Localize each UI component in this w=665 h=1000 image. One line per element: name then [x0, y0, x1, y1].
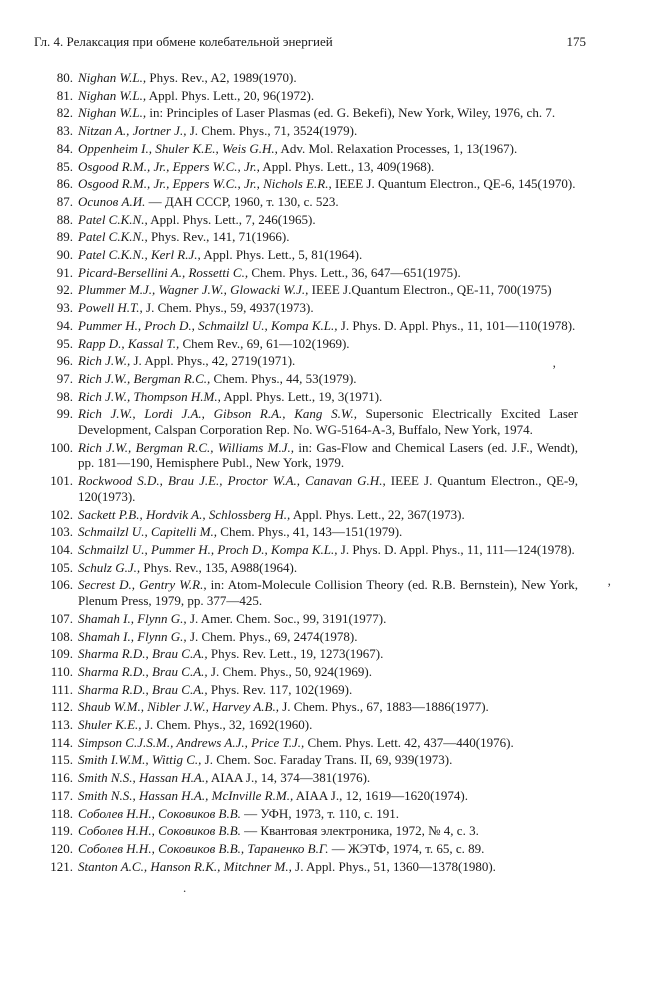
- reference-number: 100.: [50, 439, 73, 455]
- reference-number: 113.: [50, 717, 73, 733]
- reference-authors: Shamah I., Flynn G.,: [78, 628, 187, 644]
- reference-text: [78, 336, 578, 352]
- reference-item: [0, 806, 665, 822]
- reference-item: [0, 859, 665, 875]
- reference-number: 80.: [56, 70, 73, 85]
- reference-item: [0, 717, 665, 733]
- reference-source: AIAA J., 14, 374—381(1976).: [208, 770, 371, 786]
- reference-text: [78, 752, 578, 768]
- reference-source: — ЖЭТФ, 1974, т. 65, с. 89.: [328, 840, 485, 856]
- reference-authors: Nighan W.L.,: [78, 70, 147, 85]
- reference-source: J. Appl. Phys., 51, 1360—1378(1980).: [291, 858, 496, 874]
- reference-authors: Osgood R.M., Jr., Eppers W.C., Jr.,: [78, 158, 260, 174]
- reference-text: [78, 841, 578, 857]
- reference-text: [78, 473, 578, 504]
- reference-item: [0, 646, 665, 662]
- reference-authors: Rockwood S.D., Brau J.E., Proctor W.A., Canavan G.H.,: [78, 473, 386, 489]
- reference-text: [78, 699, 578, 715]
- reference-item: [0, 123, 665, 139]
- reference-number: 86.: [56, 176, 73, 192]
- reference-authors: Nighan W.L.,: [78, 87, 147, 103]
- reference-authors: Nitzan A., Jortner J.,: [78, 123, 187, 139]
- reference-text: [78, 282, 578, 298]
- reference-number: 99.: [56, 406, 73, 422]
- reference-number: 109.: [50, 646, 73, 662]
- reference-source: — Квантовая электроника, 1972, № 4, с. 3.: [240, 823, 479, 839]
- reference-authors: Shamah I., Flynn G.,: [78, 610, 187, 626]
- reference-source: IEEE J. Quantum Electron., QE-9, 120(1973).: [78, 473, 578, 504]
- reference-source: Appl. Phys. Lett., 19, 3(1971).: [220, 388, 383, 404]
- reference-number: 103.: [50, 524, 73, 540]
- reference-text: [78, 577, 578, 608]
- reference-source: Chem. Phys. Lett., 36, 647—651(1975).: [248, 264, 461, 280]
- reference-authors: Stanton A.C., Hanson R.K., Mitchner M.,: [78, 858, 292, 874]
- reference-text: [78, 735, 578, 751]
- reference-source: Chem Rev., 69, 61—102(1969).: [179, 335, 350, 351]
- reference-item: [0, 318, 665, 334]
- reference-authors: Shuler K.E.,: [78, 717, 142, 733]
- reference-item: [0, 788, 665, 804]
- reference-text: [78, 823, 578, 839]
- reference-source: Chem. Phys., 41, 143—151(1979).: [217, 524, 403, 540]
- reference-authors: Patel C.K.N.,: [78, 229, 148, 245]
- reference-item: [0, 440, 665, 471]
- reference-item: [0, 682, 665, 698]
- reference-source: Adv. Mol. Relaxation Processes, 1, 13(1967).: [277, 140, 518, 156]
- reference-source: J. Chem. Phys., 69, 2474(1978).: [186, 628, 358, 644]
- chapter-title: Гл. 4. Релаксация при обмене колебательной энергией: [34, 34, 333, 49]
- reference-text: [78, 88, 578, 104]
- reference-number: 115.: [50, 752, 73, 768]
- reference-authors: Rapp D., Kassal T.,: [78, 335, 180, 351]
- reference-authors: Соболев Н.Н., Соковиков В.В.: [78, 805, 241, 821]
- reference-authors: Sharma R.D., Brau C.A.,: [78, 663, 208, 679]
- reference-item: [0, 247, 665, 263]
- reference-source: in: Gas-Flow and Chemical Lasers (ed. J.F., Wendt), pp. 181—190, Hemisphere Publ., New York, 1979.: [78, 439, 578, 471]
- reference-source: IEEE J. Quantum Electron., QE-6, 145(1970).: [331, 176, 576, 192]
- reference-number: 81.: [56, 87, 73, 103]
- reference-source: Phys. Rev., A2, 1989(1970).: [146, 70, 297, 85]
- reference-text: [78, 159, 578, 175]
- reference-item: [0, 282, 665, 298]
- reference-number: 105.: [50, 559, 73, 575]
- reference-text: [78, 664, 578, 680]
- reference-source: Appl. Phys. Lett., 5, 81(1964).: [200, 247, 363, 263]
- reference-number: 89.: [56, 229, 73, 245]
- reference-source: Appl. Phys. Lett., 22, 367(1973).: [290, 506, 465, 522]
- reference-text: [78, 389, 578, 405]
- reference-text: [78, 542, 578, 558]
- reference-text: [78, 123, 578, 139]
- reference-number: 84.: [56, 140, 73, 156]
- reference-text: [78, 560, 578, 576]
- reference-number: 104.: [50, 541, 73, 557]
- reference-source: Supersonic Electrically Excited Laser Development, Calspan Corporation Rep. No. WG-5164-A-3, Buffalo, New York, 1974.: [78, 406, 578, 438]
- reference-item: [0, 88, 665, 104]
- reference-number: 90.: [56, 247, 73, 263]
- reference-text: [78, 70, 578, 86]
- reference-number: 97.: [56, 370, 73, 386]
- reference-text: [78, 229, 578, 245]
- reference-item: [0, 105, 665, 121]
- reference-item: [0, 524, 665, 540]
- stray-mark: ʼ: [607, 580, 612, 595]
- reference-authors: Smith N.S., Hassan H.A.,: [78, 770, 209, 786]
- reference-text: [78, 524, 578, 540]
- reference-authors: Patel C.K.N., Kerl R.J.,: [78, 247, 201, 263]
- reference-number: 85.: [56, 158, 73, 174]
- reference-text: [78, 141, 578, 157]
- reference-text: [78, 105, 578, 121]
- reference-item: [0, 265, 665, 281]
- reference-number: 110.: [50, 663, 73, 679]
- reference-source: J. Chem. Soc. Faraday Trans. II, 69, 939(1973).: [201, 752, 453, 768]
- reference-source: IEEE J.Quantum Electron., QE-11, 700(1975): [308, 282, 552, 298]
- reference-item: [0, 841, 665, 857]
- reference-item: [0, 629, 665, 645]
- reference-authors: Rich J.W., Bergman R.C.,: [78, 370, 211, 386]
- reference-authors: Schmailzl U., Capitelli M.,: [78, 524, 218, 540]
- reference-authors: Schmailzl U., Pummer H., Proch D., Kompa K.L.,: [78, 541, 338, 557]
- stray-dot: .: [183, 880, 187, 895]
- reference-text: [78, 629, 578, 645]
- reference-item: [0, 507, 665, 523]
- reference-source: J. Phys. D. Appl. Phys., 11, 101—110(1978).: [337, 317, 576, 333]
- reference-authors: Rich J.W., Bergman R.C., Williams M.J.,: [78, 439, 295, 455]
- reference-authors: Simpson C.J.S.M., Andrews A.J., Price T.J.,: [78, 734, 305, 750]
- reference-source: J. Chem. Phys., 67, 1883—1886(1977).: [279, 699, 489, 715]
- reference-authors: Sharma R.D., Brau C.A.,: [78, 681, 208, 697]
- reference-number: 98.: [56, 388, 73, 404]
- reference-item: [0, 300, 665, 316]
- reference-item: [0, 699, 665, 715]
- reference-text: [78, 646, 578, 662]
- reference-text: [78, 353, 578, 369]
- reference-authors: Shaub W.M., Nibler J.W., Harvey A.B.,: [78, 699, 279, 715]
- reference-authors: Rich J.W.,: [78, 353, 131, 369]
- reference-authors: Smith I.W.M., Wittig C.,: [78, 752, 202, 768]
- reference-text: [78, 212, 578, 228]
- reference-item: [0, 353, 665, 369]
- reference-item: [0, 560, 665, 576]
- reference-item: [0, 752, 665, 768]
- reference-number: 82.: [56, 105, 73, 121]
- reference-authors: Powell H.T.,: [78, 300, 143, 316]
- reference-item: [0, 212, 665, 228]
- reference-source: Phys. Rev. 117, 102(1969).: [207, 681, 353, 697]
- reference-number: 121.: [50, 858, 73, 874]
- reference-text: [78, 176, 578, 192]
- reference-text: [78, 265, 578, 281]
- reference-source: J. Chem. Phys., 32, 1692(1960).: [141, 717, 313, 733]
- reference-number: 106.: [50, 577, 73, 593]
- reference-authors: Pummer H., Proch D., Schmailzl U., Kompa K.L.,: [78, 317, 338, 333]
- reference-item: [0, 176, 665, 192]
- reference-number: 93.: [56, 300, 73, 316]
- reference-source: J. Chem. Phys., 71, 3524(1979).: [186, 123, 358, 139]
- reference-number: 94.: [56, 317, 73, 333]
- reference-number: 118.: [50, 805, 73, 821]
- reference-source: Chem. Phys., 44, 53(1979).: [210, 370, 357, 386]
- reference-text: [78, 770, 578, 786]
- reference-authors: Rich J.W., Thompson H.M.,: [78, 388, 221, 404]
- reference-source: Appl. Phys. Lett., 20, 96(1972).: [146, 87, 315, 103]
- reference-source: — ДАН СССР, 1960, т. 130, с. 523.: [145, 193, 339, 209]
- reference-text: [78, 507, 578, 523]
- reference-authors: Sharma R.D., Brau C.A.,: [78, 646, 208, 662]
- reference-text: [78, 788, 578, 804]
- reference-source: Phys. Rev. Lett., 19, 1273(1967).: [207, 646, 384, 662]
- reference-source: J. Amer. Chem. Soc., 99, 3191(1977).: [186, 610, 387, 626]
- reference-item: [0, 473, 665, 504]
- reference-item: [0, 823, 665, 839]
- reference-source: in: Atom-Molecule Collision Theory (ed. R.B. Bernstein), New York, Plenum Press, 1979, pp. 377—425.: [78, 577, 578, 609]
- reference-number: 111.: [51, 681, 73, 697]
- reference-list: [0, 70, 665, 874]
- reference-text: [78, 440, 578, 471]
- reference-source: AIAA J., 12, 1619—1620(1974).: [293, 787, 468, 803]
- reference-number: 120.: [50, 840, 73, 856]
- reference-number: 83.: [56, 123, 73, 139]
- reference-number: 92.: [56, 282, 73, 298]
- reference-source: J. Chem. Phys., 59, 4937(1973).: [142, 300, 314, 316]
- reference-text: [78, 194, 578, 210]
- reference-item: [0, 141, 665, 157]
- reference-number: 88.: [56, 211, 73, 227]
- reference-number: 107.: [50, 610, 73, 626]
- reference-text: [78, 859, 578, 875]
- running-header: [34, 34, 586, 52]
- reference-authors: Rich J.W., Lordi J.A., Gibson R.A., Kang S.W.,: [78, 406, 357, 422]
- reference-item: [0, 406, 665, 437]
- reference-authors: Smith N.S., Hassan H.A., McInville R.M.,: [78, 787, 294, 803]
- reference-number: 91.: [56, 264, 73, 280]
- reference-authors: Oppenheim I., Shuler K.E., Weis G.H.,: [78, 140, 278, 156]
- reference-item: [0, 389, 665, 405]
- reference-number: 108.: [50, 628, 73, 644]
- reference-item: [0, 577, 665, 608]
- reference-text: [78, 717, 578, 733]
- reference-authors: Nighan W.L.,: [78, 105, 147, 121]
- reference-text: [78, 318, 578, 334]
- reference-number: 117.: [50, 787, 73, 803]
- reference-source: J. Phys. D. Appl. Phys., 11, 111—124(1978).: [337, 541, 575, 557]
- reference-source: J. Chem. Phys., 50, 924(1969).: [207, 663, 372, 679]
- reference-item: [0, 664, 665, 680]
- reference-authors: Picard-Bersellini A., Rossetti C.,: [78, 264, 249, 280]
- reference-item: [0, 611, 665, 627]
- reference-text: [78, 300, 578, 316]
- reference-number: 87.: [56, 193, 73, 209]
- stray-mark: ʼ: [552, 362, 557, 377]
- reference-authors: Осипов А.И.: [78, 193, 146, 209]
- reference-item: [0, 371, 665, 387]
- reference-source: Appl. Phys. Lett., 13, 409(1968).: [259, 158, 435, 174]
- reference-authors: Schulz G.J.,: [78, 559, 141, 575]
- reference-authors: Sackett P.B., Hordvik A., Schlossberg H.,: [78, 506, 291, 522]
- reference-item: [0, 229, 665, 245]
- reference-source: in: Principles of Laser Plasmas (ed. G. Bekefi), New York, Wiley, 1976, ch. 7.: [146, 105, 556, 121]
- reference-item: [0, 336, 665, 352]
- reference-source: Appl. Phys. Lett., 7, 246(1965).: [147, 211, 316, 227]
- reference-authors: Patel C.K.N.,: [78, 211, 148, 227]
- reference-item: [0, 194, 665, 210]
- reference-item: [0, 735, 665, 751]
- reference-number: 114.: [50, 734, 73, 750]
- reference-text: [78, 611, 578, 627]
- reference-text: [78, 682, 578, 698]
- reference-text: [78, 247, 578, 263]
- reference-number: 112.: [50, 699, 73, 715]
- reference-source: Chem. Phys. Lett. 42, 437—440(1976).: [304, 734, 514, 750]
- reference-item: [0, 159, 665, 175]
- reference-number: 116.: [50, 770, 73, 786]
- reference-authors: Secrest D., Gentry W.R.,: [78, 577, 207, 593]
- reference-number: 102.: [50, 506, 73, 522]
- reference-item: [0, 70, 665, 86]
- reference-text: [78, 406, 578, 437]
- reference-number: 96.: [56, 353, 73, 369]
- reference-number: 95.: [56, 335, 73, 351]
- reference-number: 101.: [50, 473, 73, 489]
- reference-source: J. Appl. Phys., 42, 2719(1971).: [130, 353, 296, 369]
- reference-source: — УФН, 1973, т. 110, с. 191.: [240, 805, 400, 821]
- reference-source: Phys. Rev., 141, 71(1966).: [147, 229, 290, 245]
- reference-item: [0, 770, 665, 786]
- reference-text: [78, 371, 578, 387]
- reference-authors: Osgood R.M., Jr., Eppers W.C., Jr., Nichols E.R.,: [78, 176, 332, 192]
- reference-authors: Соболев Н.Н., Соковиков В.В.: [78, 823, 241, 839]
- reference-source: Phys. Rev., 135, A988(1964).: [140, 559, 298, 575]
- page-number: 175: [566, 34, 586, 49]
- reference-item: [0, 542, 665, 558]
- reference-text: [78, 806, 578, 822]
- reference-authors: Соболев Н.Н., Соковиков В.В., Тараненко В.Г.: [78, 840, 329, 856]
- reference-number: 119.: [50, 823, 73, 839]
- reference-authors: Plummer M.J., Wagner J.W., Glowacki W.J.,: [78, 282, 309, 298]
